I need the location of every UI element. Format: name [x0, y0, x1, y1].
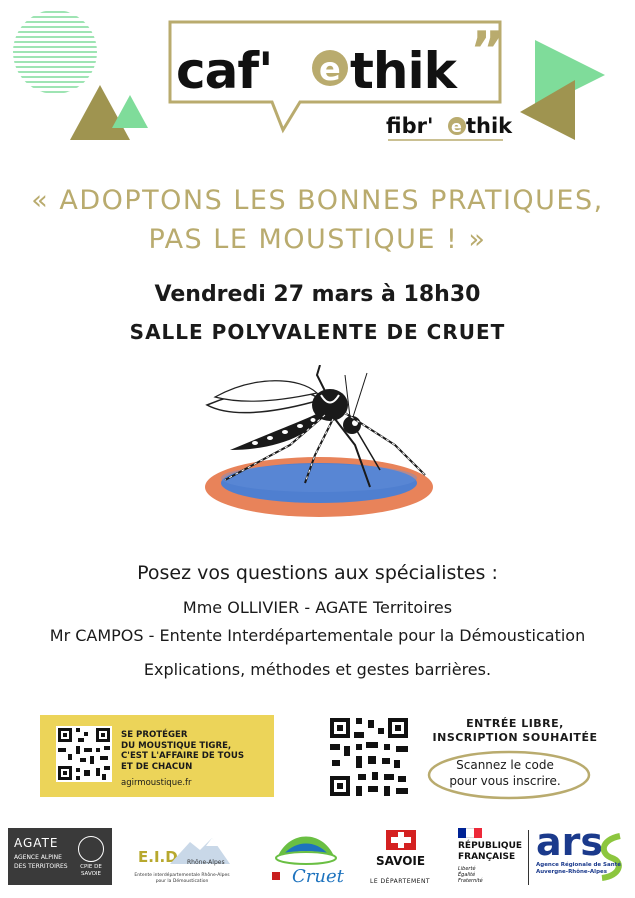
- republique-francaise-logo: RÉPUBLIQUE FRANÇAISE Liberté Égalité Fraternité: [456, 828, 528, 888]
- card-url[interactable]: agirmoustique.fr: [121, 778, 192, 788]
- questions-title: Posez vos questions aux spécialistes :: [137, 562, 498, 584]
- event-place: SALLE POLYVALENTE DE CRUET: [129, 320, 506, 344]
- svg-text:fibr': fibr': [386, 114, 434, 138]
- thorax-icon: [312, 389, 348, 421]
- tagline-line1: « ADOPTONS LES BONNES PRATIQUES,: [31, 185, 604, 216]
- explanations: Explications, méthodes et gestes barrières.: [143, 660, 492, 679]
- small-e-icon: [448, 117, 466, 136]
- card-text: SE PROTÉGER DU MOUSTIQUE TIGRE, C'EST L'AFFAIRE DE TOUS ET DE CHACUN: [121, 730, 245, 772]
- savoie-flag-icon: [386, 830, 416, 850]
- brand-name: caf': [176, 42, 273, 100]
- ars-logo: ars Agence Régionale de Santé Auvergne-Rhône-Alpes: [534, 826, 630, 888]
- svg-text:”: ”: [470, 21, 505, 81]
- cruet-hills-icon: [274, 828, 338, 868]
- registration-qr-code-icon[interactable]: [328, 716, 410, 798]
- agate-logo: AGATE AGENCE ALPINE DES TERRITOIRES CPIE DE SAVOIE: [8, 828, 112, 885]
- speaker-ollivier: Mme OLLIVIER - AGATE Territoires: [182, 598, 453, 617]
- svg-text:thik: thik: [350, 42, 456, 100]
- french-flag-icon: [458, 828, 482, 838]
- svg-text:e: e: [319, 50, 341, 88]
- event-date: Vendredi 27 mars à 18h30: [154, 282, 481, 307]
- green-triangle-icon: [112, 95, 148, 128]
- tagline-line2: PAS LE MOUSTIQUE ! »: [148, 224, 487, 255]
- e-recycle-icon: [312, 50, 348, 88]
- eid-logo: E.I.D Rhône-Alpes Entente interdépartementale Rhône-Alpes pour la Démoustication: [132, 830, 232, 888]
- cruet-logo: Cruet: [262, 828, 352, 890]
- striped-circle-icon: [0, 12, 110, 92]
- savoie-cross-small-icon: [272, 872, 280, 880]
- divider: [528, 830, 529, 885]
- savoie-logo: SAVOIE LE DÉPARTEMENT: [368, 830, 440, 888]
- qr-code-icon[interactable]: [56, 726, 112, 782]
- scan-instructions: Scannez le code pour vous inscrire.: [449, 758, 561, 788]
- abdomen-icon: [230, 410, 325, 450]
- mosquito-illustration: [195, 365, 445, 525]
- svg-text:thik: thik: [466, 114, 513, 138]
- svg-text:e: e: [451, 117, 462, 136]
- entry-info: ENTRÉE LIBRE, INSCRIPTION SOUHAITÉE: [432, 717, 598, 744]
- speaker-campos: Mr CAMPOS - Entente Interdépartementale pour la Démoustication: [49, 626, 586, 645]
- cpie-circle-icon: [78, 836, 104, 862]
